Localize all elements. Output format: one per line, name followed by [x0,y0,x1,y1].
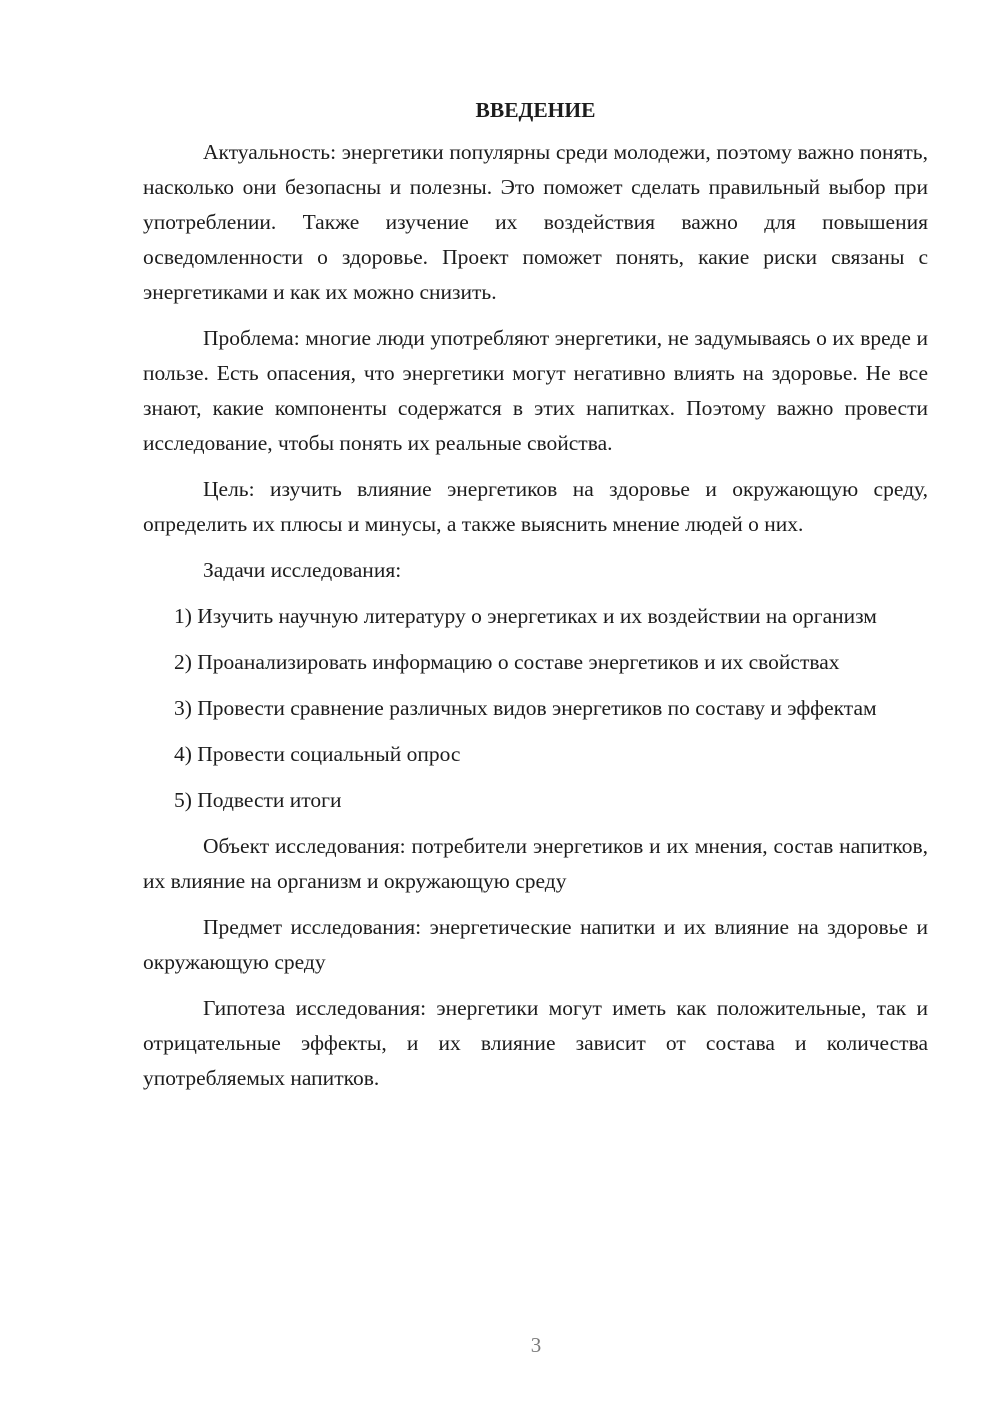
task-item-3: 3) Провести сравнение различных видов энергетиков по составу и эффектам [174,696,877,720]
relevance-paragraph: Актуальность: энергетики популярны среди молодежи, поэтому важно понять, насколько они безопасны и полезны. Это поможет сделать правильный выбор при употреблении. Также изучение их воздействия важно для повышения осведомленности о здоровье. Проект поможет понять, какие риски связаны с энергетиками и как их можно снизить. [143,140,928,304]
hypothesis-paragraph: Гипотеза исследования: энергетики могут иметь как положительные, так и отрицательные эффекты, и их влияние зависит от состава и количества употребляемых напитков. [143,996,928,1090]
subject-paragraph: Предмет исследования: энергетические напитки и их влияние на здоровье и окружающую среду [143,915,928,974]
page-number: 3 [530,1333,542,1357]
task-item-1: 1) Изучить научную литературу о энергетиках и их воздействии на организм [174,604,877,628]
object-paragraph: Объект исследования: потребители энергетиков и их мнения, состав напитков, их влияние на организм и окружающую среду [143,834,928,893]
page-title: ВВЕДЕНИЕ [475,98,596,122]
task-item-4: 4) Провести социальный опрос [174,742,461,766]
problem-paragraph: Проблема: многие люди употребляют энергетики, не задумываясь о их вреде и пользе. Есть опасения, что энергетики могут негативно влиять на здоровье. Не все знают, какие компоненты содержатся в этих напитках. Поэтому важно провести исследование, чтобы понять их реальные свойства. [143,326,928,455]
tasks-heading: Задачи исследования: [203,558,402,582]
document-page [143,92,928,1107]
task-item-5: 5) Подвести итоги [174,788,342,812]
task-item-2: 2) Проанализировать информацию о составе энергетиков и их свойствах [174,650,840,674]
goal-paragraph: Цель: изучить влияние энергетиков на здоровье и окружающую среду, определить их плюсы и минусы, а также выяснить мнение людей о них. [143,477,928,536]
